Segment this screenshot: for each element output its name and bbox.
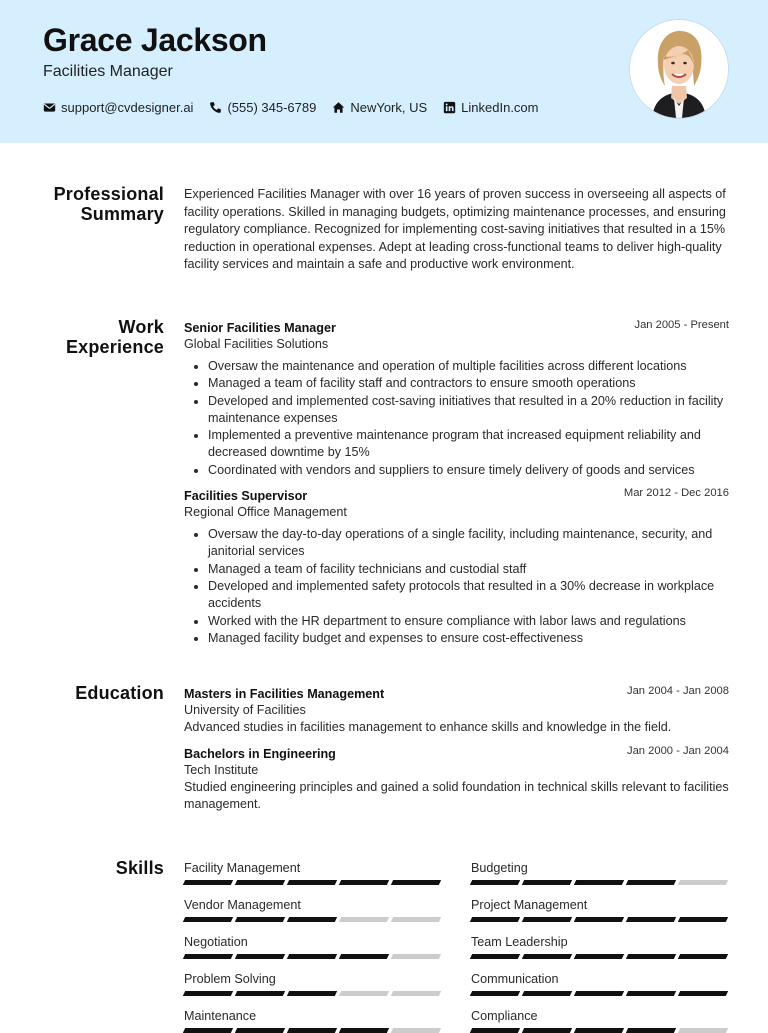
job-entry — [184, 319, 729, 479]
skill-level-segment-filled — [522, 1028, 572, 1033]
skill-name: Vendor Management — [184, 898, 301, 912]
job-company: Global Facilities Solutions — [184, 337, 329, 351]
email-text: support@cvdesigner.ai — [61, 100, 194, 115]
skill-name: Budgeting — [471, 861, 528, 875]
linkedin-text: LinkedIn.com — [461, 100, 539, 115]
location-text: NewYork, US — [350, 100, 428, 115]
skill-level-segment-filled — [339, 1028, 389, 1033]
skill-level-segment-filled — [183, 917, 233, 922]
degree-dates: Jan 2004 - Jan 2008 — [626, 685, 729, 697]
skill-item — [184, 1008, 442, 1033]
skill-level-segment-filled — [470, 954, 520, 959]
summary-text: Experienced Facilities Manager with over 16 years of proven success in overseeing all aspects of facility operations. Skilled in managing budgets, optimizing maintenance processes, and ensuring regulatory compliance. Recognized for implementing cost-saving initiatives that resulted in a 15% reduction in operational expenses. Adept at leading cross-functional teams to deliver high-quality facility services and maintain a safe and productive work environment. — [184, 187, 726, 271]
skill-level-segment-filled — [287, 880, 337, 885]
job-bullet: • Coordinated with vendors and suppliers to ensure timely delivery of goods and services — [208, 462, 729, 479]
skills-heading: Skills — [115, 858, 164, 878]
skill-level-segment-filled — [470, 917, 520, 922]
skill-level-segment-empty — [391, 991, 441, 996]
skill-level-segment-filled — [678, 917, 728, 922]
education-description: Studied engineering principles and gained a solid foundation in technical skills relevant to facilities management. — [184, 779, 729, 811]
phone-icon — [209, 101, 222, 114]
skill-level-segment-filled — [287, 917, 337, 922]
skill-level-segment-filled — [183, 991, 233, 996]
skill-level-segment-filled — [522, 917, 572, 922]
contact-linkedin[interactable] — [443, 100, 538, 115]
candidate-name: Grace Jackson — [43, 22, 267, 58]
skill-level-segment-filled — [287, 991, 337, 996]
job-bullet: • Developed and implemented cost-saving initiatives that resulted in a 20% reduction in facility maintenance expenses — [208, 393, 729, 428]
skill-level-segment-filled — [522, 991, 572, 996]
profile-photo — [630, 20, 728, 118]
skill-level-bar — [471, 1028, 729, 1033]
skill-level-bar — [184, 1028, 442, 1033]
skill-level-bar — [184, 880, 442, 885]
skill-level-segment-filled — [235, 1028, 285, 1033]
skill-level-segment-filled — [574, 1028, 624, 1033]
experience-heading: Work Experience — [65, 317, 164, 357]
contact-phone[interactable] — [209, 100, 316, 115]
skill-level-segment-filled — [574, 880, 624, 885]
skill-level-segment-empty — [391, 917, 441, 922]
skill-level-segment-filled — [678, 954, 728, 959]
skill-level-segment-filled — [287, 954, 337, 959]
job-bullet: • Oversaw the day-to-day operations of a single facility, including maintenance, security, and janitorial services — [208, 526, 729, 561]
skill-name: Negotiation — [184, 935, 248, 949]
skill-name: Project Management — [471, 898, 588, 912]
skill-level-segment-filled — [235, 954, 285, 959]
job-dates: Jan 2005 - Present — [634, 319, 729, 331]
skill-level-segment-filled — [574, 954, 624, 959]
skill-item — [471, 897, 729, 922]
phone-text: (555) 345-6789 — [227, 100, 317, 115]
skill-name: Facility Management — [184, 861, 301, 875]
skill-level-segment-filled — [235, 991, 285, 996]
skill-level-segment-empty — [339, 991, 389, 996]
contact-email[interactable] — [43, 100, 193, 115]
skill-item — [471, 860, 729, 885]
job-bullets — [184, 526, 729, 647]
summary-heading: Professional Summary — [53, 184, 164, 224]
skill-level-segment-filled — [183, 1028, 233, 1033]
skill-level-segment-empty — [391, 954, 441, 959]
degree-title: Bachelors in Engineering — [184, 746, 336, 761]
skill-level-segment-filled — [391, 880, 441, 885]
skill-level-segment-empty — [339, 917, 389, 922]
skill-level-segment-filled — [678, 991, 728, 996]
skill-name: Compliance — [471, 1009, 538, 1023]
job-bullet: • Oversaw the maintenance and operation of multiple facilities across different locations — [208, 358, 729, 375]
skill-level-segment-filled — [470, 880, 520, 885]
skill-level-segment-filled — [522, 880, 572, 885]
job-title: Senior Facilities Manager — [184, 321, 336, 335]
skill-level-segment-empty — [391, 1028, 441, 1033]
skill-name: Communication — [471, 972, 559, 986]
skill-name: Problem Solving — [184, 972, 276, 986]
job-bullet: • Implemented a preventive maintenance program that increased equipment reliability and decreased downtime by 15% — [208, 427, 729, 462]
school-name: University of Facilities — [184, 703, 306, 717]
education-entry — [184, 685, 729, 737]
education-heading: Education — [75, 683, 164, 703]
skill-level-segment-filled — [470, 1028, 520, 1033]
skill-item — [184, 860, 442, 885]
education-entry — [184, 745, 729, 814]
skill-level-segment-filled — [626, 954, 676, 959]
home-icon — [332, 101, 345, 114]
skill-level-segment-filled — [183, 880, 233, 885]
envelope-icon — [43, 101, 56, 114]
skill-level-segment-filled — [574, 991, 624, 996]
skill-level-segment-filled — [626, 917, 676, 922]
degree-title: Masters in Facilities Management — [184, 687, 385, 701]
school-name: Tech Institute — [184, 762, 259, 777]
skill-level-bar — [471, 954, 729, 959]
skill-level-segment-filled — [235, 917, 285, 922]
skill-name: Maintenance — [184, 1009, 257, 1023]
skill-level-segment-filled — [626, 880, 676, 885]
skill-level-segment-empty — [678, 1028, 728, 1033]
skill-item — [184, 934, 442, 959]
skill-level-segment-filled — [626, 1028, 676, 1033]
skill-item — [471, 934, 729, 959]
contact-location — [332, 100, 427, 115]
job-bullet: • Managed a team of facility technicians and custodial staff — [208, 561, 729, 578]
skill-item — [471, 1008, 729, 1033]
skill-name: Team Leadership — [471, 935, 568, 949]
skill-level-segment-empty — [678, 880, 728, 885]
job-bullet: • Managed a team of facility staff and contractors to ensure smooth operations — [208, 375, 729, 392]
skill-level-segment-filled — [626, 991, 676, 996]
resume-header — [0, 0, 768, 143]
skill-level-segment-filled — [339, 880, 389, 885]
job-bullets — [184, 358, 729, 479]
contact-bar — [43, 100, 539, 115]
skill-level-segment-filled — [287, 1028, 337, 1033]
candidate-role: Facilities Manager — [43, 63, 173, 80]
skill-level-bar — [184, 917, 442, 922]
skill-item — [184, 971, 442, 996]
job-title: Facilities Supervisor — [184, 489, 308, 504]
skill-level-segment-filled — [522, 954, 572, 959]
job-bullet: • Worked with the HR department to ensure compliance with labor laws and regulations — [208, 613, 729, 630]
skill-level-bar — [471, 880, 729, 885]
skill-level-segment-filled — [183, 954, 233, 959]
job-company: Regional Office Management — [184, 505, 347, 520]
skill-level-bar — [184, 991, 442, 996]
education-description: Advanced studies in facilities management to enhance skills and knowledge in the field. — [184, 720, 672, 734]
skill-level-segment-filled — [574, 917, 624, 922]
skill-level-segment-filled — [235, 880, 285, 885]
linkedin-icon — [443, 101, 456, 114]
skill-level-bar — [471, 991, 729, 996]
job-entry — [184, 487, 729, 647]
skill-level-segment-filled — [339, 954, 389, 959]
skill-item — [471, 971, 729, 996]
skill-level-segment-filled — [470, 991, 520, 996]
skill-level-bar — [471, 917, 729, 922]
degree-dates: Jan 2000 - Jan 2004 — [626, 744, 729, 757]
job-bullet: • Developed and implemented safety protocols that resulted in a 30% decrease in workplace accidents — [208, 578, 729, 613]
job-bullet: • Managed facility budget and expenses to ensure cost-effectiveness — [208, 630, 729, 647]
skill-item — [184, 897, 442, 922]
job-dates: Mar 2012 - Dec 2016 — [623, 487, 729, 500]
skill-level-bar — [184, 954, 442, 959]
